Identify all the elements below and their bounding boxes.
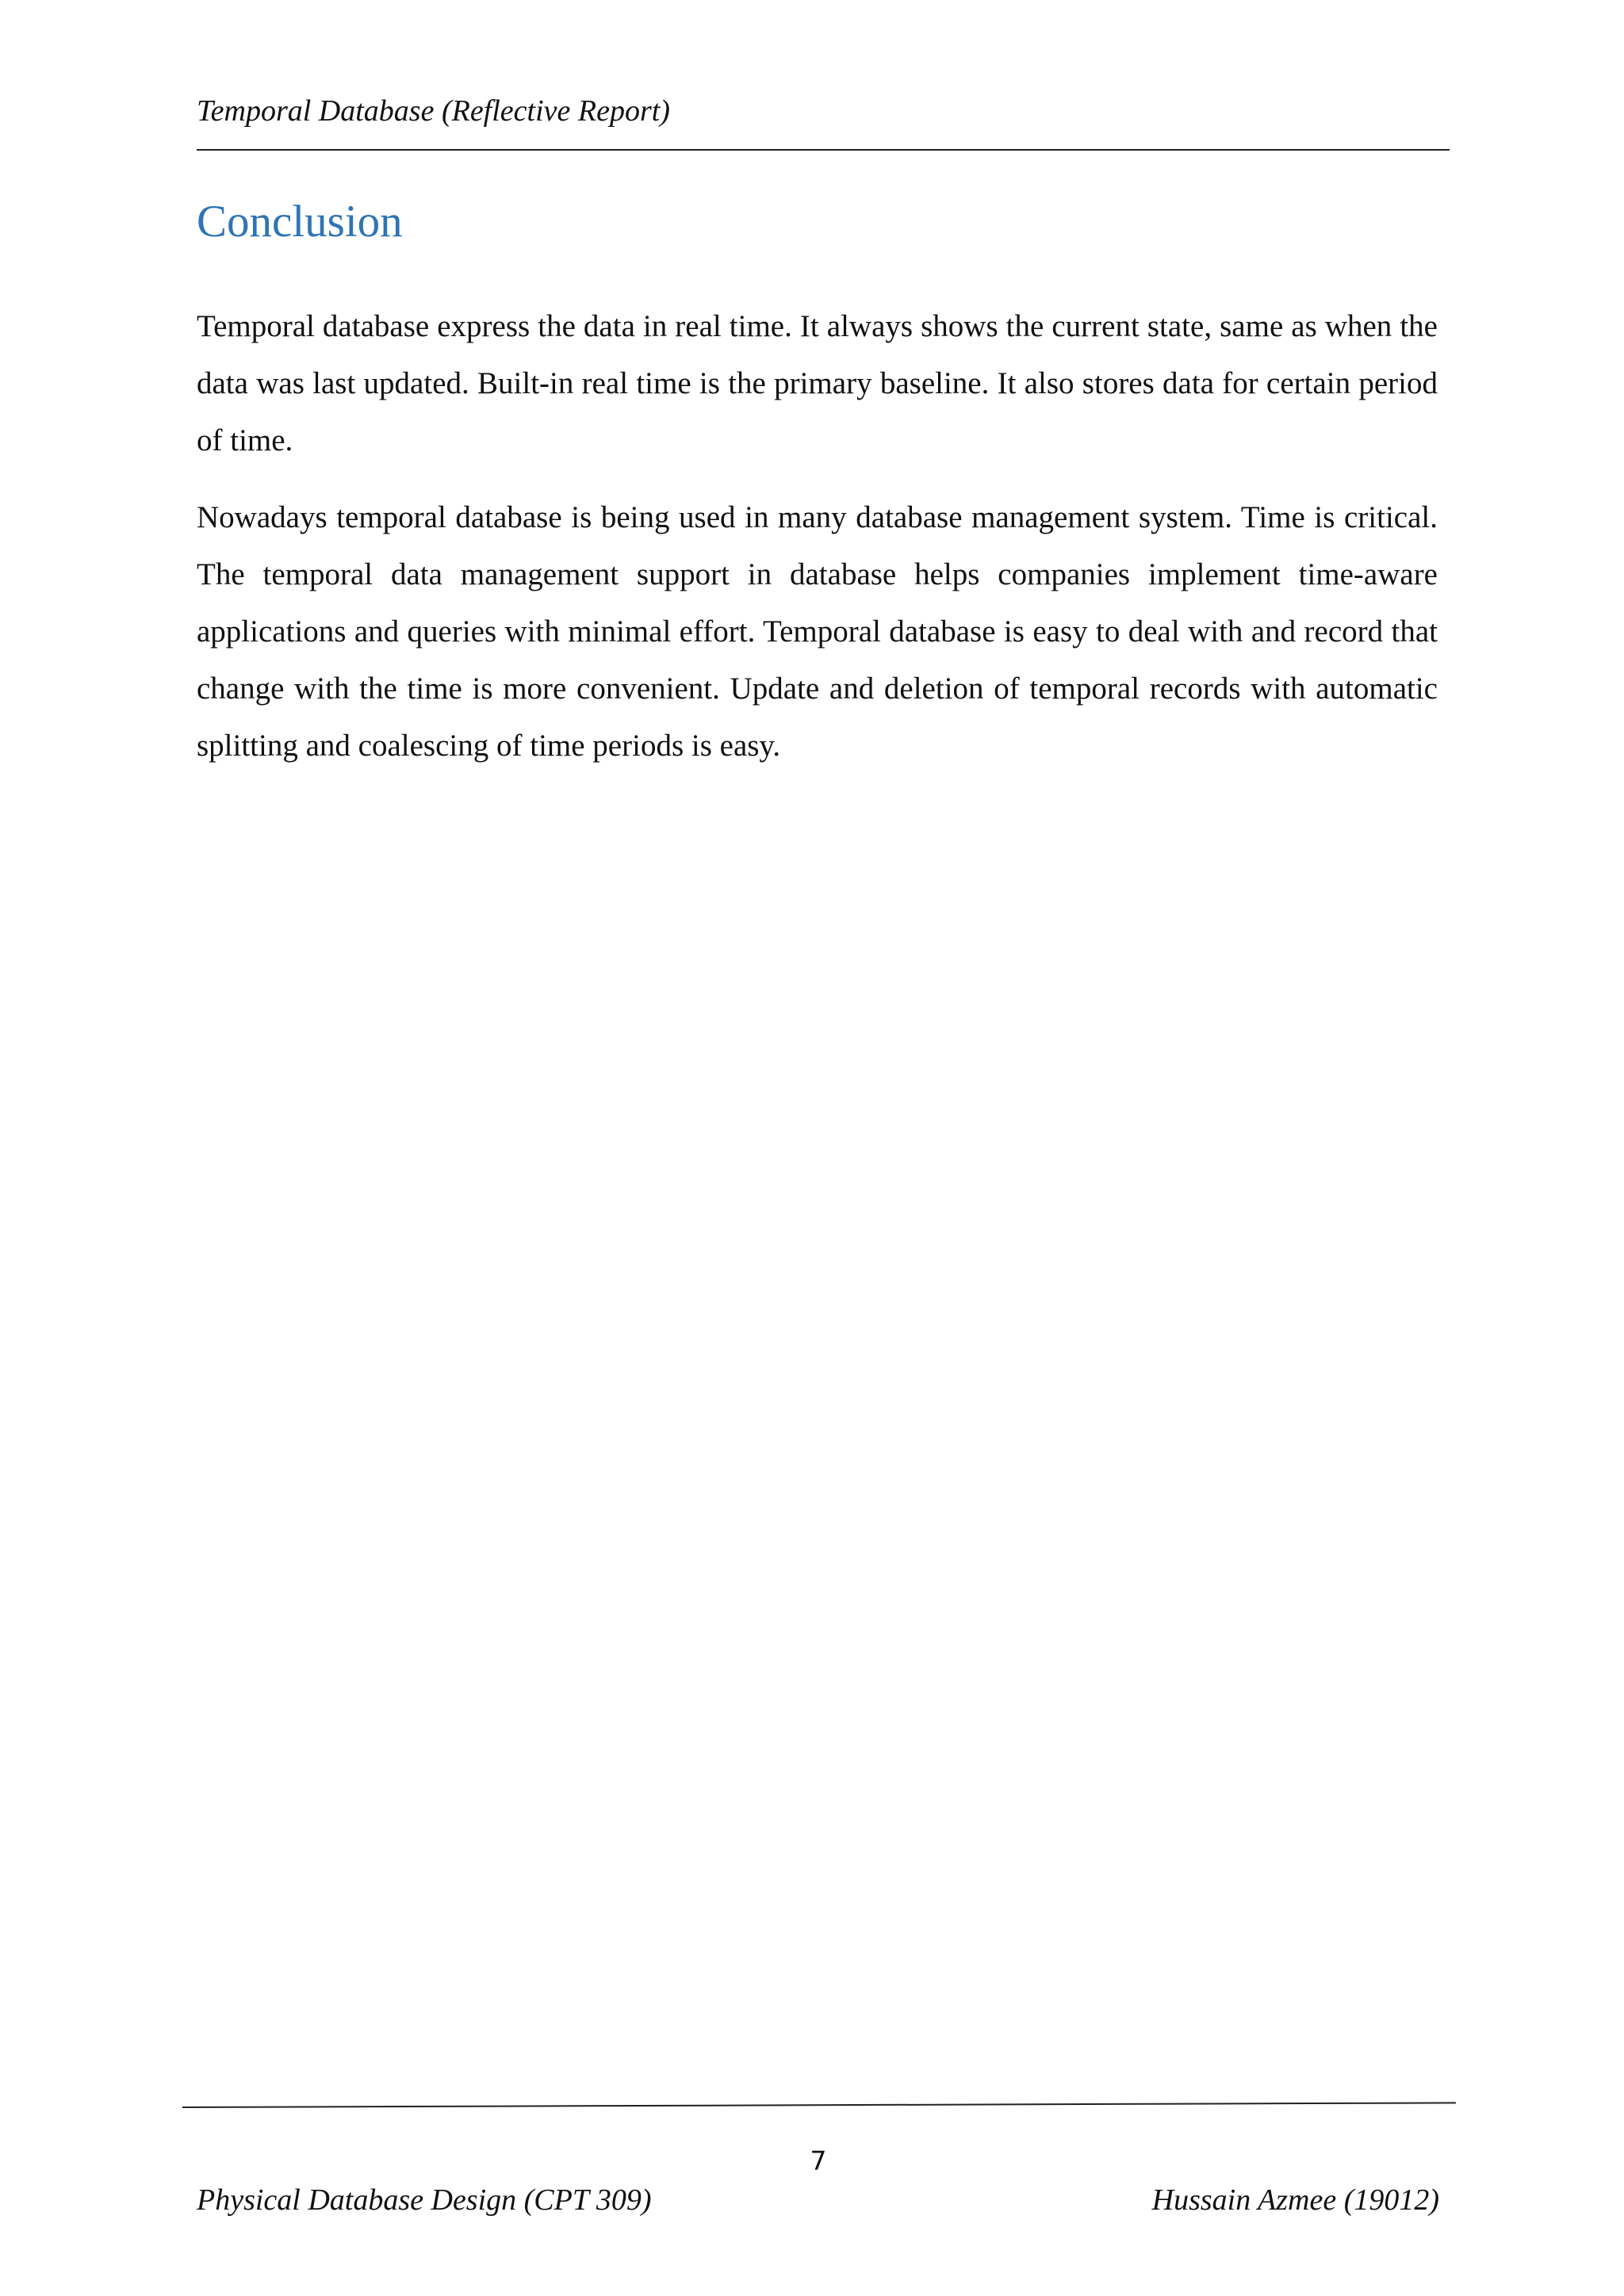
running-header-title: Temporal Database (Reflective Report)	[197, 94, 670, 128]
header-divider	[197, 149, 1450, 151]
paragraph: Nowadays temporal database is being used in many database management system. Time is critical. The temporal data management support in database helps companies implement time-aware applications and queries with minimal effort. Temporal database is easy to deal with and record that change with the time is more convenient. Update and deletion of temporal records with automatic splitting and coalescing of time periods is easy.	[197, 500, 1438, 763]
footer-course: Physical Database Design (CPT 309)	[197, 2183, 652, 2217]
body-content	[197, 298, 1438, 794]
page-number: 7	[810, 2145, 827, 2176]
paragraph: Temporal database express the data in real time. It always shows the current state, same as when the data was last updated. Built-in real time is the primary baseline. It also stores data for certain period of time.	[197, 309, 1438, 457]
footer-divider	[182, 2102, 1456, 2108]
section-heading: Conclusion	[197, 197, 403, 247]
footer-author: Hussain Azmee (19012)	[1151, 2183, 1439, 2217]
